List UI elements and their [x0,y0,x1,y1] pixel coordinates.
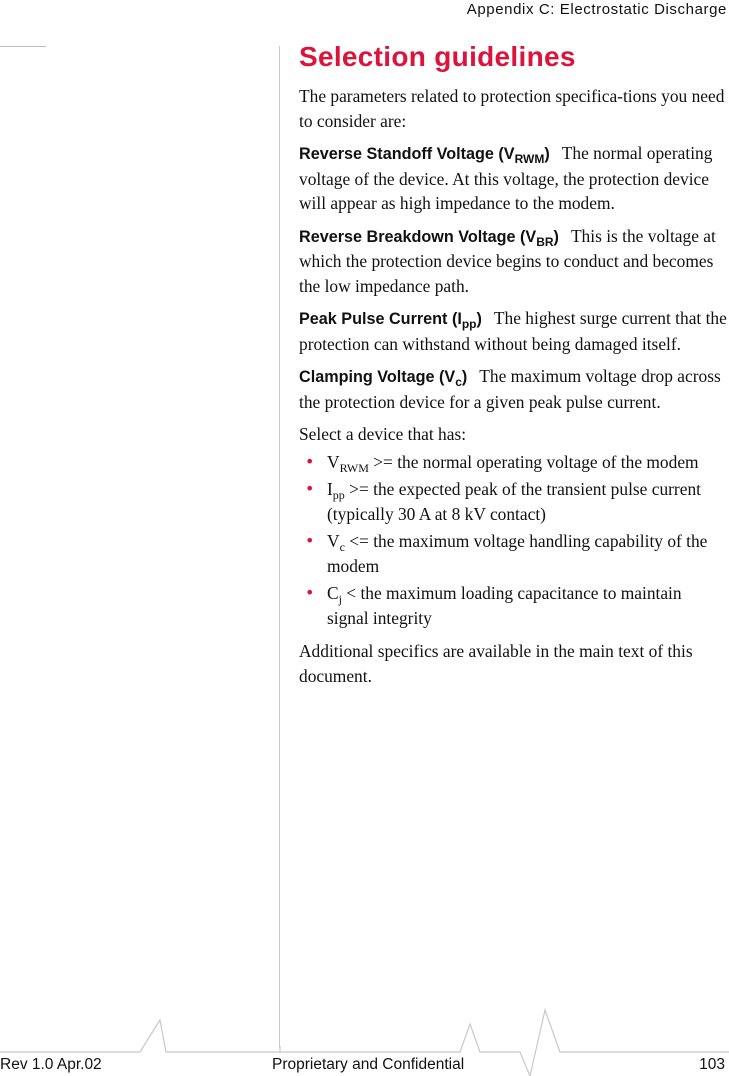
list-item: • $V_{RWM}$ >= the normal operating voltage of the modem [305,451,699,475]
definition-vc [299,364,727,414]
bullet-icon: • [305,531,315,550]
list-item: • $V_c$ <= the maximum voltage handling capability of the modem [305,531,708,576]
definition-br [299,224,727,299]
definition-term: Peak Pulse Current $(I_{pp})$ [299,310,482,331]
list-item: • $I_{pp}$ >= the expected peak of the transient pulse current (typically 30 A at 8 kV contact) [305,479,701,524]
definition-text: The normal operating voltage of the device. At this voltage, the protection device will appear as high impedance to the modem. [299,143,713,213]
definition-text: The maximum voltage drop across the protection device for a given peak pulse current. [299,366,721,412]
footer-revision: Rev 1.0 Apr.02 [0,1056,102,1073]
definition-term: Reverse Standoff Voltage $(V_{RWM})$ [299,145,550,166]
criteria-list [299,450,727,631]
definition-text: This is the voltage at which the protection device begins to conduct and becomes the low impedance path. [299,225,716,296]
definition-text: The highest surge current that the protection can withstand without being damaged itself. [299,308,727,354]
main-content [299,38,727,696]
header-rule [0,46,46,47]
bullet-icon: • [305,583,315,602]
page-number: 103 [699,1056,725,1073]
bullet-icon: • [305,451,315,471]
closing-paragraph: Additional specifics are available in the main text of this document. [299,641,693,686]
section-title: Selection guidelines [299,41,576,72]
bullet-icon: • [305,479,315,498]
definition-ipp [299,306,727,356]
margin-divider [279,46,280,1048]
select-intro: Select a device that has: [299,424,467,444]
running-header: Appendix C: Electrostatic Discharge [466,1,727,18]
definition-term: Clamping Voltage $(V_c)$ [299,368,468,389]
definition-term: Reverse Breakdown Voltage $(V_{BR})$ [299,227,559,249]
definition-rwm [299,141,727,216]
footer-confidential: Proprietary and Confidential [272,1056,465,1073]
list-item: • $C_j$ < the maximum loading capacitance to maintain signal integrity [305,583,682,628]
intro-paragraph: The parameters related to protection specifica-tions you need to consider are: [299,86,725,131]
